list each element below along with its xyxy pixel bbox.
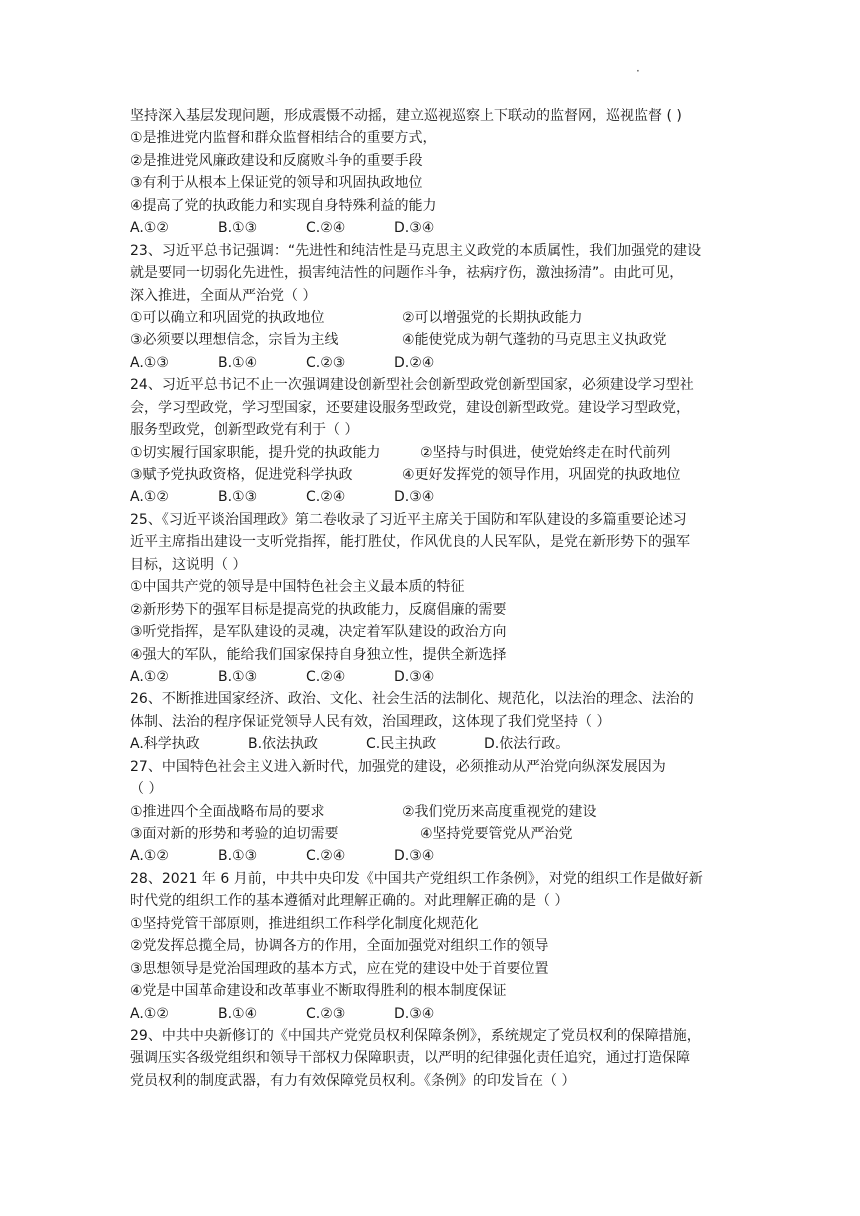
text-line: 目标，这说明（ ） — [130, 556, 247, 573]
statement-item: ③面对新的形势和考验的迫切需要 — [130, 826, 339, 842]
text-line: ④提高了党的执政能力和实现自身特殊利益的能力 — [130, 197, 437, 214]
statement-item: ①推进四个全面战略布局的要求 — [130, 803, 325, 820]
answer-option: C.②③ — [306, 1005, 346, 1022]
text-line: 就是要同一切弱化先进性，损害纯洁性的问题作斗争，祛病疗伤，激浊扬清”。由此可见， — [130, 265, 684, 282]
text-line: 强调压实各级党组织和领导干部权力保障职责，以严明的纪律强化责任追究，通过打造保障 — [130, 1050, 690, 1067]
text-line: ③有利于从根本上保证党的领导和巩固执政地位 — [130, 175, 423, 192]
text-line: 体制、法治的程序保证党领导人民有效，治国理政，这体现了我们党坚持（ ） — [130, 713, 611, 730]
statement-item: ①切实履行国家职能，提升党的执政能力 — [130, 444, 381, 461]
text-line: 23、习近平总书记强调：“先进性和纯洁性是马克思主义政党的本质属性，我们加强党的建设 — [130, 242, 702, 259]
answer-option: D.②④ — [394, 354, 435, 371]
answer-option: D.③④ — [394, 489, 435, 506]
answer-option: B.依法执政 — [248, 736, 319, 753]
statement-item: ④能使党成为朝气蓬勃的马克思主义执政党 — [402, 332, 667, 349]
answer-options — [130, 845, 740, 867]
answer-option: D.③④ — [394, 220, 435, 237]
text-line: 会，学习型政党，学习型国家，还要建设服务型政党，建设创新型政党。建设学习型政党， — [130, 399, 690, 416]
answer-option: A.科学执政 — [130, 736, 200, 753]
statement-pair — [130, 442, 740, 464]
statement-item: ④坚持党要管党从严治党 — [420, 826, 573, 842]
answer-option: C.②④ — [306, 848, 346, 865]
answer-option: C.②④ — [306, 220, 346, 237]
answer-option: B.①④ — [218, 354, 258, 371]
statement-item: ②可以增强党的长期执政能力 — [402, 309, 583, 326]
answer-options — [130, 666, 740, 688]
answer-option: C.②③ — [306, 354, 346, 371]
statement-pair — [130, 329, 740, 351]
text-line: 28、2021 年 6 月前，中共中央印发《中国共产党组织工作条例》，对党的组织工作是做好新 — [130, 870, 703, 887]
answer-option: A.①② — [130, 489, 169, 506]
text-line: 时代党的组织工作的基本遵循对此理解正确的。对此理解正确的是（ ） — [130, 893, 569, 910]
text-line: ③思想领导是党治国理政的基本方式，应在党的建设中处于首要位置 — [130, 960, 549, 977]
text-line: 近平主席指出建设一支听党指挥，能打胜仗，作风优良的人民军队，是党在新形势下的强军 — [130, 534, 690, 551]
answer-option: A.①② — [130, 220, 169, 237]
text-line: ④强大的军队，能给我们国家保持自身独立性，提供全新选择 — [130, 646, 507, 663]
answer-options — [130, 486, 740, 508]
header-mark: · — [636, 64, 640, 78]
answer-option: C.②④ — [306, 668, 346, 685]
text-line: ①是推进党内监督和群众监督相结合的重要方式， — [130, 130, 437, 147]
statement-pair — [130, 464, 740, 486]
text-line: 深入推进，全面从严治党（ ） — [130, 287, 317, 304]
text-line: ②党发挥总揽全局，协调各方的作用，全面加强党对组织工作的领导 — [130, 938, 549, 955]
answer-option: B.①④ — [218, 1005, 258, 1022]
text-line: 党员权利的制度武器，有力有效保障党员权利。《条例》的印发旨在（ ） — [130, 1072, 576, 1089]
answer-option: B.①③ — [218, 668, 258, 685]
text-line: （ ） — [130, 781, 163, 798]
text-line: ②新形势下的强军目标是提高党的执政能力，反腐倡廉的需要 — [130, 601, 507, 618]
text-line: 服务型政党，创新型政党有利于（ ） — [130, 422, 359, 439]
answer-option: C.民主执政 — [366, 736, 437, 753]
text-line: 27、中国特色社会主义进入新时代，加强党的建设，必须推动从严治党向纵深发展因为 — [130, 758, 666, 775]
answer-option: B.①③ — [218, 220, 258, 237]
statement-pair — [130, 801, 740, 823]
statement-item: ②我们党历来高度重视党的建设 — [402, 803, 597, 820]
answer-options — [130, 733, 740, 755]
answer-option: D.③④ — [394, 848, 435, 865]
answer-option: B.①③ — [218, 848, 258, 865]
statement-item: ③赋予党执政资格，促进党科学执政 — [130, 467, 353, 483]
answer-options — [130, 352, 740, 374]
text-line: 26、不断推进国家经济、政治、文化、社会生活的法制化、规范化，以法治的理念、法治的 — [130, 691, 694, 708]
answer-option: A.①③ — [130, 354, 169, 371]
answer-option: A.①② — [130, 668, 169, 685]
text-line: ③听党指挥，是军队建设的灵魂，决定着军队建设的政治方向 — [130, 624, 507, 641]
statement-item: ④更好发挥党的领导作用，巩固党的执政地位 — [402, 467, 681, 483]
text-line: 24、习近平总书记不止一次强调建设创新型社会创新型政党创新型国家，必须建设学习型社 — [130, 377, 694, 394]
answer-option: B.①③ — [218, 489, 258, 506]
text-line: 坚持深入基层发现问题，形成震慑不动摇，建立巡视巡察上下联动的监督网，巡视监督 ( ) — [130, 108, 682, 124]
text-line: 25、《习近平谈治国理政》第二卷收录了习近平主席关于国防和军队建设的多篇重要论述习 — [130, 511, 687, 528]
answer-option: D.③④ — [394, 668, 435, 685]
statement-item: ③必须要以理想信念，宗旨为主线 — [130, 332, 339, 349]
statement-pair — [130, 307, 740, 329]
text-line: 29、中共中央新修订的《中国共产党党员权利保障条例》，系统规定了党员权利的保障措施， — [130, 1027, 701, 1044]
text-line: ①中国共产党的领导是中国特色社会主义最本质的特征 — [130, 579, 465, 596]
text-line: ④党是中国革命建设和改革事业不断取得胜利的根本制度保证 — [130, 983, 507, 1000]
answer-option: D.③④ — [394, 1005, 435, 1022]
answer-options — [130, 217, 740, 239]
answer-options — [130, 1003, 740, 1025]
answer-option: D.依法行政。 — [484, 736, 570, 753]
statement-item: ②坚持与时俱进，使党始终走在时代前列 — [420, 444, 671, 461]
answer-option: A.①② — [130, 848, 169, 865]
text-line: ①坚持党管干部原则，推进组织工作科学化制度化规范化 — [130, 915, 479, 932]
answer-option: C.②④ — [306, 489, 346, 506]
statement-pair — [130, 823, 740, 845]
answer-option: A.①② — [130, 1005, 169, 1022]
document-body — [130, 105, 740, 1092]
text-line: ②是推进党风廉政建设和反腐败斗争的重要手段 — [130, 152, 423, 169]
statement-item: ①可以确立和巩固党的执政地位 — [130, 309, 325, 326]
